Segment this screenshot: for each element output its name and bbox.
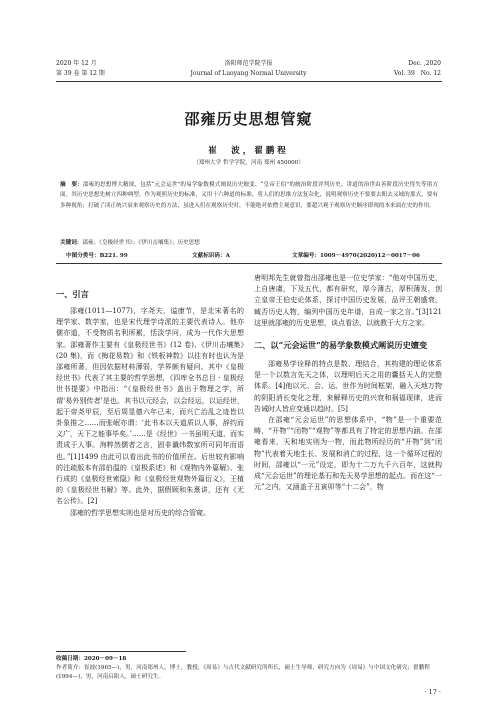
article-affiliation: （郑州大学 哲学学院，河南 郑州 450000） [193,160,304,166]
right-column [254,273,442,493]
header-journal-en: Journal of Luoyang Normal University [190,70,307,77]
footnote-author-info: 作者简介：崔波(1965—)，男，河南郑州人，博士，教授，《周易》与古代文献研究所所长，硕士生导师，研究方向为《周易》与中国文化研究；翟鹏程(1994—)，男，河南启阳人，硕士研究生。 [56,665,430,680]
keywords-label: 关键词： [60,240,83,246]
article-title: 邵雍历史思想管窥 [184,110,313,128]
header-rule [56,81,442,82]
header-date-en: Dec. ,2020 [408,60,441,67]
abstract-label: 摘 要： [60,182,83,188]
body-paragraph: 邵雍易学诠释的特点是数、理结合，其构建的理论体系是一个以数言先天之体，以理明后天之用的囊括天人的完整体系。[4]他以元、会、运、世作为时间框架，融入天地万物的阴阳消长变化之理，来解释历史的兴衰和祸福现律，进而告诫时人皆应变通以趋时。[5] [254,360,442,413]
footnote-rule [56,651,186,652]
page-number: · 17 · [424,688,441,696]
document-code: 文献标识码：A [192,253,230,259]
header-date-cn: 2020 年 12 月 [56,60,97,67]
body-paragraph: 在邵雍“元会运世”的思想体系中，“物”是一个重要范畴，“开物”“闭物”“观物”等都具有了特定的思想内涵。在邵雍看来，天和地实则为一物，而此物所经历的“开物”到“闭物”代表着天地生长、发展和消亡的过程，这一个循环过程的时间，邵雍以“一元”设定，即为十二万九千六百年，这就构成“元会运世”的理论基石和先天易学思想的起点。而在这“一元”之内，又涵盖子丑寅卯等“十二会”，物 [254,416,442,492]
article-id: 文章编号：1009－4970(2020)12－0017－06 [292,253,420,259]
footnote [56,655,442,682]
body-paragraph: 唐明邦先生就曾指出邵雍也是一位史学家：“他对中国历史，上自唐虞，下及五代，都有研究，厚今薄古，厚积薄发，创立皇帝王伯史论体系，探讨中国历史发展，品评王朝盛衰，臧否历史人物，编列中国历史年谱，自成一家之言。”[3]121 这里就邵雍的历史思想，谈点看法，以就教于大方之家。 [254,274,442,327]
abstract-text: 邵雍的思想博大精深，包括“元会运世”的易学象数模式阐说历史嬗变、“皇帝王伯”的統治阶段评判历史、讲道的治世由善阶段历史得失等诸方面。其历史思想先树立四种典型，作为观照历史的标准，又用十六种道的标准，将人们的思维方法复杂化，说明观察历史不要要去粗去又域的那式，要有多种视角；打破了读正统兴衰来观察历史的方法，虽进入们在观察历史时，不能绝对依僧主观意识，要超兴观于观察历史顺序即现的本来面在史的作用。 [60,182,438,209]
header-journal-cn: 洛阳师范学院学报 [224,60,273,67]
body-paragraph: 邵雍的哲学思想实则也是对历史的综合管窥。 [70,508,210,517]
abstract-rule [56,263,442,264]
left-column [56,280,244,519]
keywords-text: 邵雍；《皇极经世书》；《伊川击壤集》；历史思想 [82,240,200,246]
header-volume-cn: 第 39 卷 第 12 期 [56,70,105,77]
section-heading-2: 二、以“元会运世”的易学象数模式阐说历史嬗变 [254,340,428,351]
section-heading-1: 一、引言 [56,289,89,299]
abstract [60,180,438,211]
keywords [60,238,438,246]
clc-number: 中图分类号：B221. 99 [66,253,128,259]
article-authors: 崔 波，翟鹏程 [208,146,289,156]
body-paragraph: 邵雍(1011—1077)，字尧夫，谥康节，是北宋著名的理学家、数学家，也是宋代理学诗派的主要代表诗人。他亦儒亦道，不受物质名利所累，恬淡学问，成为一代作大思想家。邵雍著作主要有《皇极经世书》(12 卷)、《伊川击壤集》(20 集)，而《梅花易数》和《铁板神数》以往有时也认为是邵雍所著，但因依据材料薄弱，学界颇有疑问。其中《皇极经世书》代表了其主要的哲学思想，《四库全书总目 · 皇极经世书提要》中指出：“《皇极经世书》盖出于物理之学，所谓‘易外别传者’是也。其书以元经会，以会经运，以运经世，起于帝尧甲辰，至后周显德六年己未，而兴亡治乱之迹皆以卦象推之……而张岷亦谓：‘此书本以天道质以人事，辞约而义广，天下之能事毕矣。’……是《经世》一书虽明天道，而实责成于人事。洵粹然儒者之言，固非谶纬数家所可同年而语也。”[1]1499 由此可以看出此书的价值所在。后世较有影响的注疏版本有邵伯温的《皇极系述》和《观物内外篇解》、张行成的《皇极经世索隐》和《皇极经世观物外篇衍义》，王植的《皇极经世书解》等。此外，据假顾和朱熹讲，还有《无名公传》。[2] [56,307,244,506]
header-volume-en: Vol. 39 No. 12 [394,70,441,77]
footnote-received: 收稿日期：2020－09－18 [56,656,127,662]
